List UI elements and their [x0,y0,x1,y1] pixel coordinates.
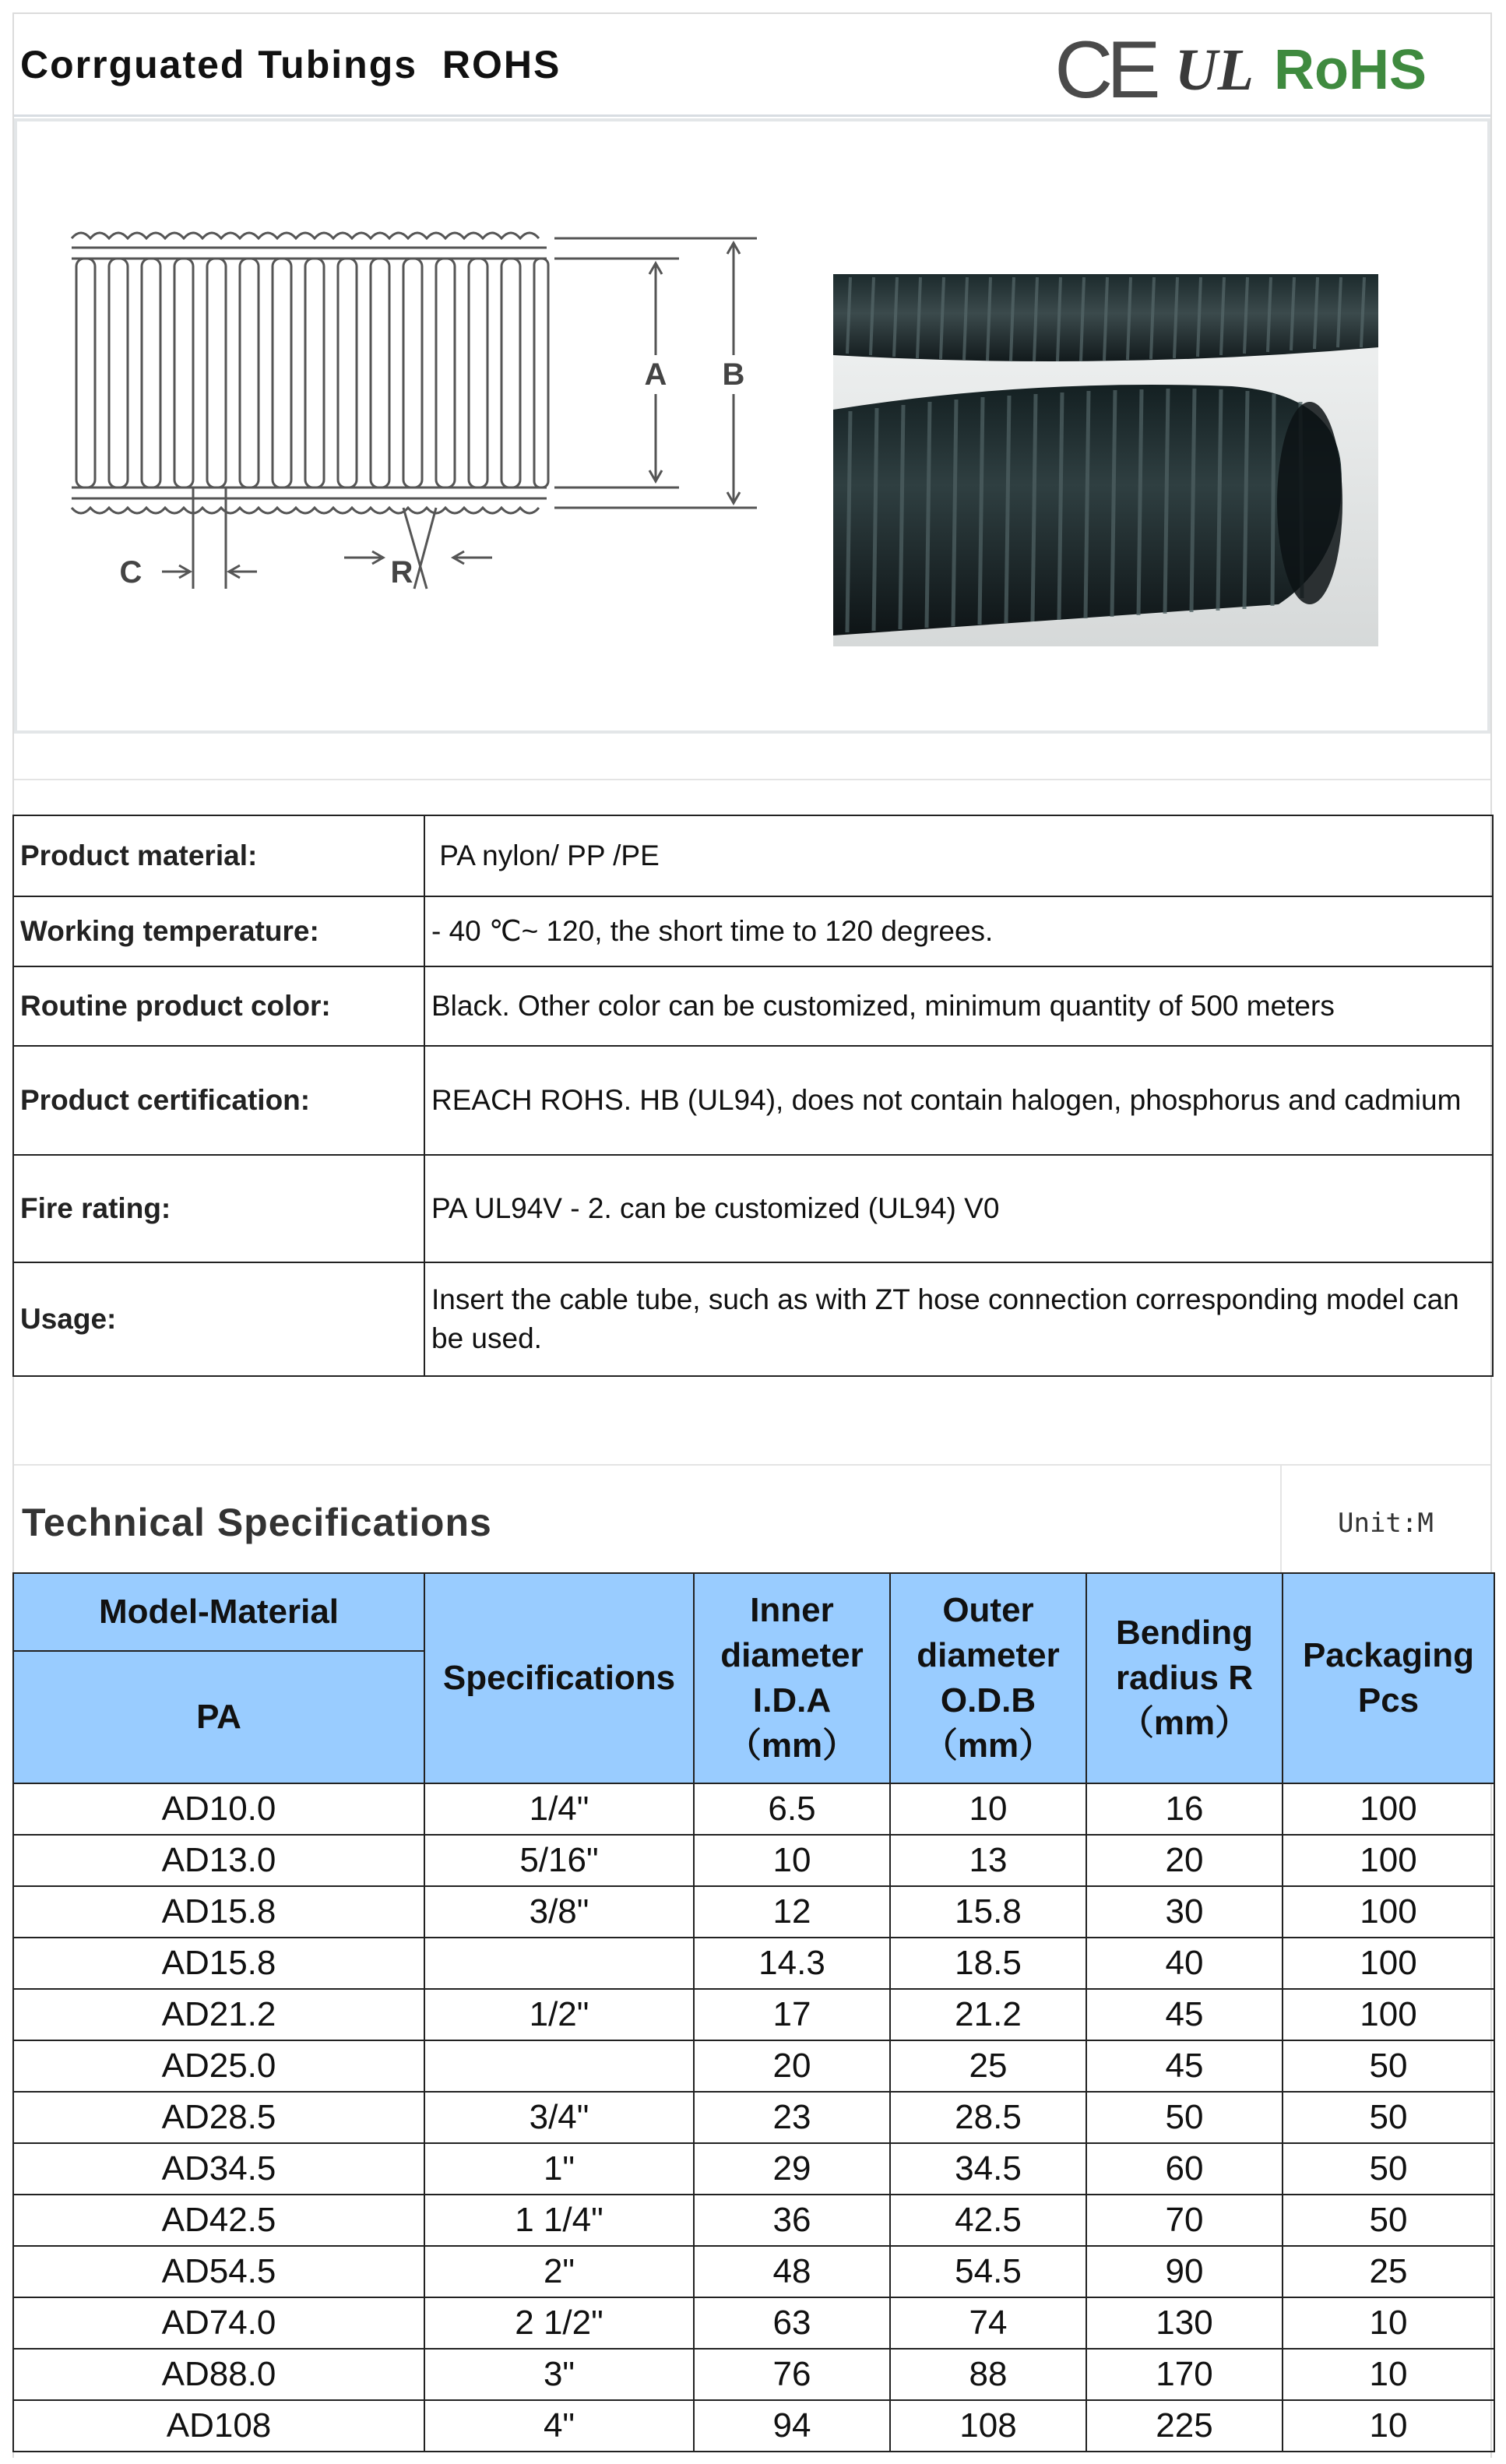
certification-logos [1054,25,1427,115]
cell-specification [424,2040,694,2092]
ul-mark-logo: UL [1174,37,1254,103]
property-value: PA UL94V - 2. can be customized (UL94) V0 [424,1155,1493,1262]
cell-specification: 2" [424,2246,694,2297]
cell-inner-diameter: 76 [694,2349,890,2400]
column-header-bending-radius: Bending radius R（mm） [1086,1573,1283,1783]
cell-outer-diameter: 15.8 [890,1886,1086,1938]
dimension-label-a: A [644,357,667,392]
tube-product-photo [833,274,1378,646]
cell-outer-diameter: 13 [890,1835,1086,1886]
cell-specification: 2 1/2" [424,2297,694,2349]
property-value: PA nylon/ PP /PE [424,815,1493,896]
table-row [13,2195,1494,2246]
cell-bending-radius: 225 [1086,2400,1283,2452]
cell-inner-diameter: 23 [694,2092,890,2143]
cell-model: AD88.0 [13,2349,424,2400]
cell-outer-diameter: 28.5 [890,2092,1086,2143]
property-row-fire-rating [13,1155,1493,1262]
cell-packaging: 100 [1283,1989,1494,2040]
cell-packaging: 10 [1283,2297,1494,2349]
cell-outer-diameter: 54.5 [890,2246,1086,2297]
table-row [13,2297,1494,2349]
cell-specification: 4" [424,2400,694,2452]
technical-specifications-table [12,1572,1495,2452]
cell-outer-diameter: 21.2 [890,1989,1086,2040]
page-title: Corrguated Tubings ROHS [20,43,561,86]
property-row-color [13,966,1493,1046]
cell-inner-diameter: 10 [694,1835,890,1886]
dimension-label-c: C [119,555,143,590]
table-row [13,1783,1494,1835]
cell-inner-diameter: 14.3 [694,1938,890,1989]
cell-specification: 3/4" [424,2092,694,2143]
cell-specification: 3/8" [424,1886,694,1938]
cell-model: AD34.5 [13,2143,424,2195]
cell-inner-diameter: 94 [694,2400,890,2452]
column-header-specifications: Specifications [424,1573,694,1783]
cell-specification [424,1938,694,1989]
cell-bending-radius: 45 [1086,1989,1283,2040]
column-header-outer-diameter: Outer diameter O.D.B （mm） [890,1573,1086,1783]
cell-model: AD28.5 [13,2092,424,2143]
cell-packaging: 50 [1283,2092,1494,2143]
property-value: Black. Other color can be customized, minimum quantity of 500 meters [424,966,1493,1046]
property-row-certification [13,1046,1493,1155]
cell-model: AD74.0 [13,2297,424,2349]
cell-model: AD15.8 [13,1938,424,1989]
cell-outer-diameter: 42.5 [890,2195,1086,2246]
cell-outer-diameter: 10 [890,1783,1086,1835]
property-row-temperature [13,896,1493,966]
cell-bending-radius: 60 [1086,2143,1283,2195]
cell-model: AD21.2 [13,1989,424,2040]
unit-cell [1280,1466,1490,1575]
cell-bending-radius: 40 [1086,1938,1283,1989]
tubing-figure [17,121,1487,730]
cell-specification: 1/2" [424,1989,694,2040]
cell-packaging: 100 [1283,1783,1494,1835]
table-row [13,1989,1494,2040]
property-label: Working temperature: [13,896,424,966]
cell-bending-radius: 16 [1086,1783,1283,1835]
cell-packaging: 50 [1283,2195,1494,2246]
cell-packaging: 10 [1283,2400,1494,2452]
cell-bending-radius: 50 [1086,2092,1283,2143]
cell-bending-radius: 130 [1086,2297,1283,2349]
cell-outer-diameter: 34.5 [890,2143,1086,2195]
cell-inner-diameter: 48 [694,2246,890,2297]
cell-outer-diameter: 18.5 [890,1938,1086,1989]
property-value: REACH ROHS. HB (UL94), does not contain halogen, phosphorus and cadmium [424,1046,1493,1155]
tube-line-drawing [72,233,757,589]
cell-specification: 3" [424,2349,694,2400]
cell-outer-diameter: 108 [890,2400,1086,2452]
cell-specification: 5/16" [424,1835,694,1886]
cell-inner-diameter: 17 [694,1989,890,2040]
header-row [13,1573,1494,1651]
unit-label: Unit:M [1338,1508,1434,1539]
product-figure-panel [14,118,1490,734]
column-header-packaging: Packaging Pcs [1283,1573,1494,1783]
property-row-usage [13,1262,1493,1376]
table-row [13,2349,1494,2400]
table-row [13,2040,1494,2092]
cell-outer-diameter: 25 [890,2040,1086,2092]
cell-specification: 1/4" [424,1783,694,1835]
cell-bending-radius: 20 [1086,1835,1283,1886]
property-value: Insert the cable tube, such as with ZT hose connection corresponding model can be used. [424,1262,1493,1376]
cell-inner-diameter: 20 [694,2040,890,2092]
cell-inner-diameter: 6.5 [694,1783,890,1835]
cell-packaging: 50 [1283,2143,1494,2195]
cell-model: AD13.0 [13,1835,424,1886]
property-row-material [13,815,1493,896]
cell-packaging: 25 [1283,2246,1494,2297]
cell-model: AD42.5 [13,2195,424,2246]
cell-inner-diameter: 36 [694,2195,890,2246]
property-value: - 40 ℃~ 120, the short time to 120 degrees. [424,896,1493,966]
cell-outer-diameter: 88 [890,2349,1086,2400]
table-row [13,2092,1494,2143]
table-row [13,2143,1494,2195]
cell-bending-radius: 45 [1086,2040,1283,2092]
column-header-inner-diameter: Inner diameter I.D.A （mm） [694,1573,890,1783]
property-label: Routine product color: [13,966,424,1046]
dimension-label-b: B [722,357,745,392]
cell-outer-diameter: 74 [890,2297,1086,2349]
ce-mark-logo: CE [1054,25,1155,115]
cell-specification: 1" [424,2143,694,2195]
technical-specifications-header [14,1464,1490,1573]
cell-packaging: 10 [1283,2349,1494,2400]
property-label: Usage: [13,1262,424,1376]
dimension-label-r: R [390,555,413,590]
table-row [13,1886,1494,1938]
cell-bending-radius: 170 [1086,2349,1283,2400]
property-label: Product material: [13,815,424,896]
cell-inner-diameter: 12 [694,1886,890,1938]
cell-model: AD15.8 [13,1886,424,1938]
table-row [13,2246,1494,2297]
cell-packaging: 100 [1283,1835,1494,1886]
product-properties-table [12,815,1494,1377]
table-row [13,1835,1494,1886]
cell-model: AD10.0 [13,1783,424,1835]
table-row [13,1938,1494,1989]
rohs-logo: RoHS [1274,39,1427,101]
cell-bending-radius: 90 [1086,2246,1283,2297]
cell-inner-diameter: 29 [694,2143,890,2195]
cell-model: AD108 [13,2400,424,2452]
cell-specification: 1 1/4" [424,2195,694,2246]
section-title: Technical Specifications [22,1501,492,1544]
property-label: Product certification: [13,1046,424,1155]
table-row [13,2400,1494,2452]
cell-packaging: 50 [1283,2040,1494,2092]
cell-packaging: 100 [1283,1938,1494,1989]
cell-bending-radius: 70 [1086,2195,1283,2246]
property-label: Fire rating: [13,1155,424,1262]
cell-bending-radius: 30 [1086,1886,1283,1938]
column-header-model-material: Model-Material [13,1573,424,1651]
page-header [14,14,1490,117]
section-divider [14,779,1490,780]
cell-model: AD54.5 [13,2246,424,2297]
cell-inner-diameter: 63 [694,2297,890,2349]
cell-model: AD25.0 [13,2040,424,2092]
column-header-pa: PA [13,1651,424,1783]
cell-packaging: 100 [1283,1886,1494,1938]
